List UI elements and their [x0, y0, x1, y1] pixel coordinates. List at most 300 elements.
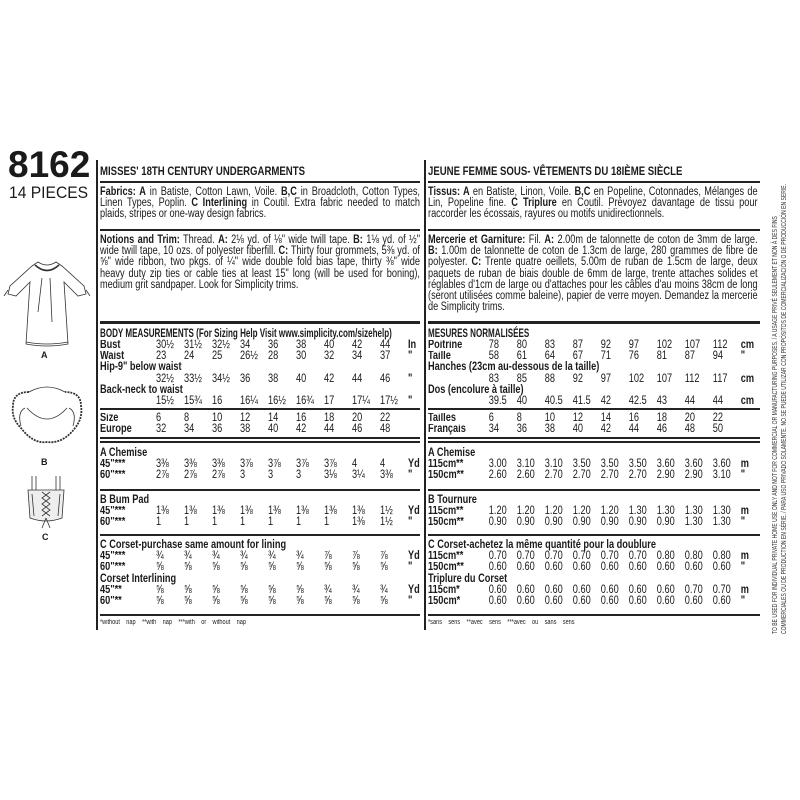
cell-value: 12 [572, 412, 584, 424]
cell-value: 3.00 [488, 458, 507, 471]
unit-label: m [740, 550, 749, 563]
cell-value: 0.60 [656, 594, 675, 607]
cell-value: 3⅞ [268, 458, 281, 471]
cell-value: 0.90 [656, 516, 675, 529]
corset-metrage-table [428, 540, 758, 607]
cell-value: ⅝ [212, 583, 220, 596]
cell-value: 38 [240, 423, 251, 436]
row-heading: A Chemise [100, 447, 148, 459]
cell-value: 1 [156, 516, 162, 529]
cell-value: 80 [516, 339, 528, 351]
cell-value: 112 [712, 339, 728, 351]
bold-text: C Triplure [511, 197, 557, 210]
mesures-table [428, 340, 758, 407]
cell-value: 0.60 [712, 594, 731, 607]
row-label: Poitrine [428, 340, 463, 351]
row-label: 115cm** [428, 506, 464, 518]
row-label: 45"*** [100, 506, 126, 518]
cell-value: 4 [352, 458, 358, 471]
cell-value: 1⅜ [156, 505, 169, 518]
cell-value: 40 [324, 339, 335, 351]
cell-value: 0.60 [628, 594, 647, 607]
cell-value: 1 [324, 516, 330, 529]
table-row [100, 540, 420, 551]
cell-value: 32 [324, 350, 335, 363]
table-row [428, 459, 758, 470]
row-heading: Hip-9" below waist [100, 361, 182, 374]
row-label: Waist [100, 351, 125, 363]
cell-value: 88 [544, 372, 556, 385]
cell-value: 23 [156, 350, 167, 363]
text-segment: Trente quatre oeillets, 5.00m de ruban de 1.5cm de large, deux paquets de ruban de biais double de 6mm de large, trente attaches solides et réglables d'1cm de large ou d'attaches pour les câbles d'au moins 38cm de long (seront utilisées comme baleine), papier de verre moyen. Demandez la mercerie de Simplicity trims. [428, 256, 758, 314]
unit-label: " [408, 594, 413, 607]
unit-label: " [408, 350, 413, 363]
cell-value: 3⅛ [324, 469, 337, 482]
cell-value: 1.20 [572, 505, 591, 518]
cell-value: 2⅞ [156, 469, 169, 482]
text-segment: Thread. [179, 234, 219, 246]
cell-value: 0.60 [628, 583, 647, 596]
unit-label [408, 424, 420, 435]
bold-text: C: [471, 256, 482, 269]
cell-value: 20 [352, 412, 363, 424]
body-measurements-title-wrap [100, 328, 420, 340]
cell-value: 0.60 [488, 583, 507, 596]
cell-value: 3¼ [352, 469, 365, 482]
cell-value: 71 [600, 350, 612, 363]
cell-value: 42 [324, 372, 335, 385]
tissus-text [428, 187, 758, 221]
cell-value: 94 [712, 350, 724, 363]
table-row [428, 596, 758, 607]
row-heading: C Corset-achetez la même quantité pour la doublure [428, 539, 656, 551]
row-label: 60"** [100, 595, 122, 607]
table-row [100, 448, 420, 459]
cell-value: 3⅜ [380, 469, 393, 482]
cell-value: 34 [488, 423, 500, 436]
table-row [428, 574, 758, 585]
cell-value: ⅝ [296, 583, 304, 596]
view-a-label: A [41, 350, 48, 360]
legal-notice [771, 160, 789, 634]
view-a-chemise-illustration [2, 252, 92, 352]
table-row [428, 448, 758, 459]
piece-count: 14 PIECES [9, 183, 89, 202]
row-heading: Hanches (23cm au-dessous de la taille) [428, 361, 600, 374]
cell-value: ⅝ [380, 561, 388, 574]
cell-value: 3⅞ [296, 458, 309, 471]
cell-value: 18 [656, 412, 668, 424]
cell-value: ¾ [268, 550, 276, 563]
french-column [425, 0, 760, 800]
text-segment: Fil. [525, 234, 545, 246]
row-heading: B Bum Pad [100, 494, 150, 506]
cell-value: ⅝ [324, 561, 332, 574]
cell-value: ⅝ [240, 561, 248, 574]
unit-label: " [740, 516, 746, 529]
cell-value: 0.60 [656, 583, 675, 596]
table-row [428, 340, 758, 351]
cell-value: 46 [380, 372, 391, 385]
bold-text: A: [218, 234, 228, 246]
row-label: 150cm* [428, 595, 461, 607]
row-heading: B Tournure [428, 494, 477, 506]
cell-value: 30 [296, 350, 307, 363]
body-measurements-title: BODY MEASUREMENTS (For Sizing Help Visit www.simplicity.com/sizehelp) [100, 326, 392, 340]
unit-label: " [408, 516, 413, 529]
cell-value: ⅝ [184, 594, 192, 607]
cell-value: 6 [488, 412, 494, 424]
cell-value: 10 [212, 412, 223, 424]
legal-line-1: TO BE USED FOR INDIVIDUAL PRIVATE HOME USE ONLY AND NOT FOR COMMERCIAL OR MANUFACTURING PURPOSES. / A USAGE PRIVÉ SEULEMENT ET NON À DES FINS [772, 216, 779, 634]
bold-text: C: [278, 245, 289, 258]
cell-value: 3.10 [516, 458, 535, 471]
mesures-normalisees [428, 328, 758, 407]
cell-value: ⅝ [184, 583, 192, 596]
cell-value: 0.60 [684, 594, 703, 607]
cell-value: 44 [684, 394, 696, 407]
cell-value: 0.90 [488, 516, 507, 529]
cell-value: 0.60 [572, 583, 591, 596]
row-label: 45"** [100, 584, 122, 596]
cell-value: 2.70 [544, 469, 563, 482]
cell-value: 22 [380, 412, 391, 424]
size-table [100, 413, 420, 435]
text-segment: in Coutil. Extra fabric needed to match plaids, stripes or one-way design fabrics. [100, 197, 420, 221]
bold-text: C Interlining [191, 197, 248, 210]
cell-value: ⅞ [324, 550, 332, 563]
cell-value: 40 [516, 394, 528, 407]
cell-value: 1.20 [544, 505, 563, 518]
cell-value: ⅝ [324, 594, 332, 607]
table-row [428, 424, 758, 435]
text-segment: in Broadcloth, Cotton Types, Linen Types, Poplin. [100, 186, 420, 210]
row-heading: Triplure du Corset [428, 572, 508, 585]
table-row [428, 585, 758, 596]
row-label [100, 396, 156, 407]
cell-value: 17½ [380, 394, 398, 407]
chemise-metrage-table [428, 448, 758, 482]
cell-value: 0.70 [572, 550, 591, 563]
table-row [100, 551, 420, 562]
cell-value: 2.90 [684, 469, 703, 482]
cell-value: 36 [268, 339, 279, 351]
cell-value: 15¾ [184, 394, 202, 407]
tournure-metrage-table [428, 495, 758, 529]
cell-value: ⅝ [212, 594, 220, 607]
bold-text: Mercerie et Garniture: [428, 234, 526, 246]
cell-value: 30½ [156, 339, 174, 351]
bold-text: Notions and Trim: [100, 234, 180, 246]
cell-value: 1.20 [600, 505, 619, 518]
cell-value: 48 [380, 423, 391, 436]
row-label: 150cm** [428, 470, 464, 482]
cell-value: ¾ [380, 583, 388, 596]
table-row [100, 495, 420, 506]
cell-value: 2⅞ [184, 469, 197, 482]
row-heading: A Chemise [428, 447, 476, 459]
cell-value: 17¼ [352, 394, 370, 407]
cell-value: 26½ [240, 350, 258, 363]
cell-value: 0.60 [516, 561, 535, 574]
view-c-corset-illustration [22, 472, 70, 532]
cell-value: 107 [684, 339, 701, 351]
cell-value: 42 [296, 423, 307, 436]
cell-value: ¾ [324, 583, 332, 596]
cell-value: 3⅜ [156, 458, 169, 471]
cell-value: 16 [628, 412, 640, 424]
cell-value: 0.60 [488, 594, 507, 607]
cell-value: 97 [600, 372, 612, 385]
cell-value: 24 [184, 350, 195, 363]
table-row [428, 551, 758, 562]
row-label: 115cm** [428, 551, 464, 563]
cell-value: 1⅜ [296, 505, 309, 518]
cell-value: 0.90 [628, 516, 647, 529]
table-row [100, 396, 420, 407]
row-label: Tailles [428, 413, 456, 424]
row-label: Europe [100, 424, 132, 436]
row-label: Français [428, 424, 466, 436]
cell-value: 102 [628, 372, 645, 385]
table-row [428, 562, 758, 573]
cell-value: 38 [296, 339, 307, 351]
notions-text [100, 235, 420, 291]
unit-label: Yd [408, 505, 420, 518]
unit-label: " [408, 561, 413, 574]
mesures-title-wrap [428, 328, 758, 340]
cell-value: 36 [212, 423, 223, 436]
cell-value: ¾ [184, 550, 192, 563]
table-row [100, 470, 420, 481]
cell-value: 102 [656, 339, 673, 351]
cell-value: ¾ [212, 550, 220, 563]
view-b-label: B [41, 457, 48, 467]
cell-value: 25 [212, 350, 223, 363]
cell-value: 1⅜ [240, 505, 253, 518]
cell-value: ⅝ [156, 594, 164, 607]
cell-value: 14 [268, 412, 279, 424]
cell-value: 3 [296, 469, 302, 482]
cell-value: ⅝ [296, 561, 304, 574]
text-segment: 1.00m de talonnette de coton de 1.3cm de large, 280 grammes de fibre de polyester. [428, 245, 758, 269]
cell-value: 44 [628, 423, 640, 436]
mesures-title: MESURES NORMALISÉES [428, 326, 530, 340]
cell-value: 44 [712, 394, 724, 407]
cell-value: 1⅜ [184, 505, 197, 518]
cell-value: 1 [212, 516, 218, 529]
cell-value: 61 [516, 350, 528, 363]
unit-label: " [740, 350, 746, 363]
row-label: 150cm** [428, 517, 464, 529]
cell-value: 3.60 [684, 458, 703, 471]
cell-value: 0.70 [628, 550, 647, 563]
cell-value: 50 [712, 423, 724, 436]
cell-value: 43 [656, 394, 668, 407]
cell-value: ⅝ [184, 561, 192, 574]
cell-value: 20 [684, 412, 696, 424]
cell-value: 10 [544, 412, 556, 424]
mercerie-text [428, 235, 758, 313]
table-row [428, 495, 758, 506]
cell-value: 16 [296, 412, 307, 424]
bold-text: B: [353, 234, 363, 246]
cell-value: 0.60 [544, 594, 563, 607]
cell-value: 0.60 [544, 561, 563, 574]
cell-value: 1 [296, 516, 302, 529]
unit-label [741, 424, 758, 435]
unit-label: " [408, 394, 413, 407]
cell-value: 3⅜ [212, 458, 225, 471]
cell-value: 0.60 [600, 583, 619, 596]
table-row [428, 385, 758, 396]
cell-value: 8 [516, 412, 522, 424]
cell-value: ⅝ [156, 561, 164, 574]
view-b-bum-pad-illustration [3, 378, 91, 450]
cell-value: 83 [488, 372, 500, 385]
table-row [100, 506, 420, 517]
cell-value: 40 [572, 423, 584, 436]
bold-text: B,C [574, 186, 591, 198]
cell-value: 1 [240, 516, 246, 529]
cell-value: 42 [352, 339, 363, 351]
cell-value: 0.60 [712, 561, 731, 574]
cell-value: ⅝ [240, 583, 248, 596]
table-row [428, 362, 758, 373]
cell-value: 0.70 [600, 550, 619, 563]
table-row [100, 362, 420, 373]
cell-value: 42 [600, 394, 612, 407]
unit-label: Yd [408, 583, 420, 596]
unit-label: cm [740, 372, 755, 385]
cell-value: 38 [268, 372, 279, 385]
cell-value: 34 [352, 350, 363, 363]
cell-value: 37 [380, 350, 391, 363]
cell-value: 2.60 [488, 469, 507, 482]
table-row [428, 506, 758, 517]
cell-value: 14 [600, 412, 612, 424]
cell-value: 85 [516, 372, 528, 385]
row-label: 45"*** [100, 551, 126, 563]
cell-value: 3.10 [544, 458, 563, 471]
cell-value: 0.80 [684, 550, 703, 563]
cell-value: 0.60 [684, 561, 703, 574]
cell-value: ⅝ [240, 594, 248, 607]
cell-value: 2.70 [572, 469, 591, 482]
table-row [100, 385, 420, 396]
table-row [428, 470, 758, 481]
cell-value: 3⅞ [240, 458, 253, 471]
unit-label: Yd [408, 458, 420, 471]
cell-value: 3.50 [572, 458, 591, 471]
cell-value: 0.60 [516, 594, 535, 607]
cell-value: ⅝ [380, 594, 388, 607]
cell-value: 0.60 [628, 561, 647, 574]
row-label: 60"*** [100, 517, 126, 529]
row-label: 60"*** [100, 470, 126, 482]
cell-value: ⅝ [212, 561, 220, 574]
cell-value: 16 [212, 394, 223, 407]
table-row [100, 459, 420, 470]
cell-value: 92 [572, 372, 584, 385]
cell-value: 6 [156, 412, 162, 424]
table-row [100, 585, 420, 596]
table-row [100, 340, 420, 351]
unit-label [741, 413, 758, 424]
cell-value: 0.70 [488, 550, 507, 563]
unit-label: m [740, 458, 749, 471]
cell-value: 34½ [212, 372, 230, 385]
cell-value: 78 [488, 339, 500, 351]
cell-value: 2.70 [628, 469, 647, 482]
text-segment: 2⅛ yd. of ⅛" wide twill tape. [227, 234, 354, 246]
cell-value: 34 [184, 423, 195, 436]
cell-value: 76 [628, 350, 640, 363]
unit-label: " [740, 561, 746, 574]
cell-value: 0.60 [600, 561, 619, 574]
cell-value: 39.5 [488, 394, 507, 407]
table-row [100, 517, 420, 528]
cell-value: 1 [268, 516, 274, 529]
cell-value: 0.60 [488, 561, 507, 574]
cell-value: 87 [572, 339, 584, 351]
cell-value: 42.5 [628, 394, 647, 407]
cell-value: 31½ [184, 339, 202, 351]
cell-value: 8 [184, 412, 190, 424]
cell-value: 0.60 [656, 561, 675, 574]
cell-value: 34 [240, 339, 251, 351]
cell-value: 3 [240, 469, 246, 482]
cell-value: 0.70 [516, 550, 535, 563]
table-row [428, 396, 758, 407]
text-segment: en Popeline, Cotonnades, Mélanges de Lin, Popeline fine. [428, 186, 758, 210]
cell-value: 1½ [380, 516, 393, 529]
cell-value: 36 [240, 372, 251, 385]
cell-value: 0.60 [572, 594, 591, 607]
cell-value: ⅝ [268, 583, 276, 596]
cell-value: 36 [516, 423, 528, 436]
cell-value: 32½ [156, 372, 174, 385]
text-segment: 2.00m de talonnette de coton de 3mm de large. [554, 234, 758, 246]
cell-value: 1.30 [684, 505, 703, 518]
cell-value: 0.80 [712, 550, 731, 563]
row-label: Bust [100, 340, 121, 351]
footnote-fr: *sans sens **avec sens ***avec ou sans sens [428, 619, 575, 626]
text-segment: Thirty four grommets, 5⅜ yd. of ⅝" wide ribbon, two pkgs. of ¼" wide double fold bias tape, thirty ⅜" wide heavy duty zip ties or cable ties at least 15" long (will be used for boning), medium grit sandpaper. Look for Simplicity trims. [100, 245, 420, 291]
cell-value: 0.60 [600, 594, 619, 607]
cell-value: 0.70 [684, 583, 703, 596]
bold-text: Fabrics: A [100, 186, 146, 198]
cell-value: 40.5 [544, 394, 563, 407]
english-title: MISSES' 18TH CENTURY UNDERGARMENTS [100, 164, 305, 178]
unit-label: Yd [408, 550, 420, 563]
cell-value: 81 [656, 350, 668, 363]
cell-value: 3⅜ [184, 458, 197, 471]
cell-value: 3.10 [712, 469, 731, 482]
cell-value: 58 [488, 350, 500, 363]
cell-value: ⅝ [268, 594, 276, 607]
cell-value: 32½ [212, 339, 230, 351]
unit-label: " [740, 594, 746, 607]
table-row [100, 574, 420, 585]
cell-value: 2.90 [656, 469, 675, 482]
french-title: JEUNE FEMME SOUS- VÊTEMENTS DU 18IÈME SIÈCLE [428, 164, 683, 178]
cell-value: 12 [240, 412, 251, 424]
cell-value: 4 [380, 458, 386, 471]
cell-value: ¾ [156, 550, 164, 563]
cell-value: 42 [600, 423, 612, 436]
unit-label: " [408, 372, 413, 385]
